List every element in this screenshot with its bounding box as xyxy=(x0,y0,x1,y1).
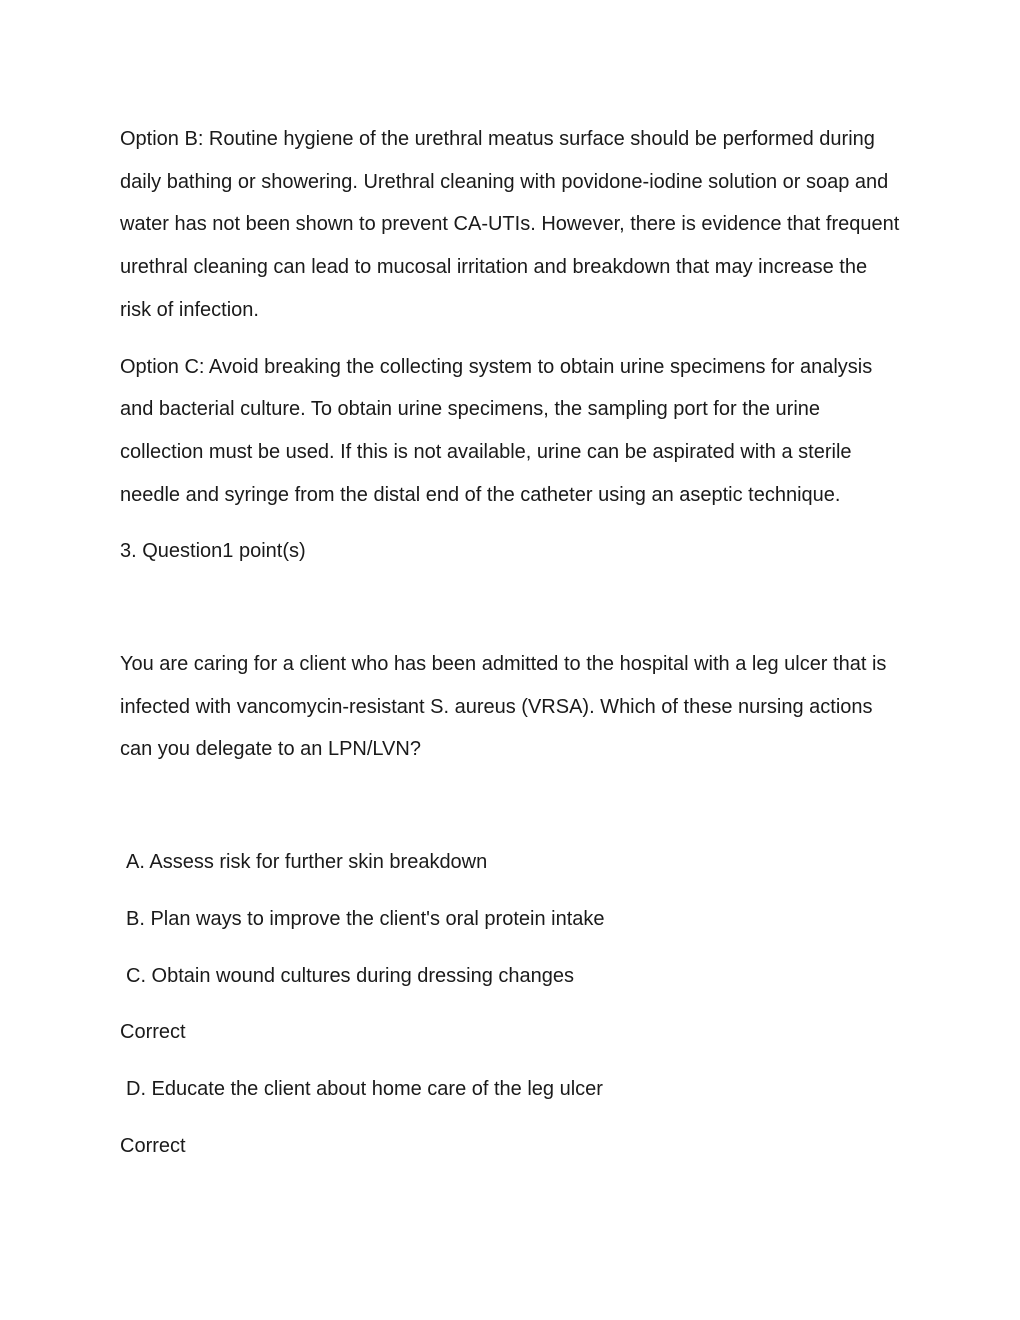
spacer xyxy=(120,573,900,643)
answer-status-d: Correct xyxy=(120,1134,186,1157)
spacer xyxy=(120,516,900,530)
answer-option-a[interactable]: A. Assess risk for further skin breakdown xyxy=(126,851,488,874)
explanation-option-c: Option C: Avoid breaking the collecting system to obtain urine specimens for analysis and bacterial culture. To obtain urine specimens, the sampling port for the urine collection must be used. If this is not available, urine can be aspirated with a sterile needle and syringe from the distal end of the catheter using an aseptic technique. xyxy=(120,355,873,506)
spacer xyxy=(120,332,900,346)
answer-option-b[interactable]: B. Plan ways to improve the client's oral protein intake xyxy=(126,907,605,930)
answer-status-c: Correct xyxy=(120,1021,186,1044)
spacer xyxy=(120,1111,900,1125)
spacer xyxy=(120,884,900,898)
spacer xyxy=(120,941,900,955)
answer-option-d[interactable]: D. Educate the client about home care of the leg ulcer xyxy=(126,1077,603,1100)
spacer xyxy=(120,997,900,1011)
spacer xyxy=(120,1054,900,1068)
question-header: 3. Question1 point(s) xyxy=(120,540,306,563)
spacer xyxy=(120,771,900,841)
answer-option-c[interactable]: C. Obtain wound cultures during dressing changes xyxy=(126,964,575,987)
question-text: You are caring for a client who has been admitted to the hospital with a leg ulcer that is infected with vancomycin-resistant S. aureus (VRSA). Which of these nursing actions can you delegate to an LPN/LVN? xyxy=(120,653,887,761)
explanation-option-b: Option B: Routine hygiene of the urethral meatus surface should be performed during daily bathing or showering. Urethral cleaning with povidone-iodine solution or soap and water has not been shown to prevent CA-UTIs. However, there is evidence that frequent urethral cleaning can lead to mucosal irritation and breakdown that may increase the risk of infection. xyxy=(120,128,900,321)
document-page xyxy=(120,118,900,1167)
